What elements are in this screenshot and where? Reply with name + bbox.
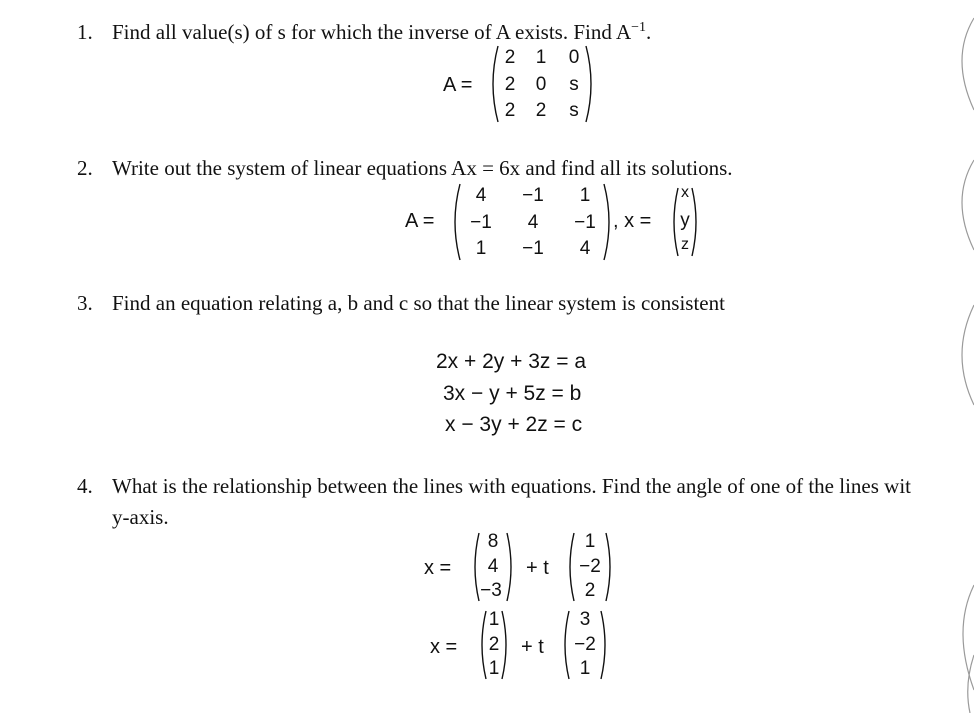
- matrix-cell: 1: [579, 185, 591, 206]
- q3-text: Find an equation relating a, b and c so that the linear system is consistent: [112, 291, 725, 315]
- line1-lhs: x =: [424, 557, 452, 579]
- q1-matrix: [486, 44, 598, 124]
- matrix-cell: −1: [522, 238, 544, 259]
- q3-equation: x − 3y + 2z = c: [445, 413, 583, 436]
- q1-matrix-lhs: A =: [443, 74, 473, 96]
- matrix-cell: 0: [568, 47, 580, 68]
- matrix-cell: 0: [535, 74, 547, 95]
- matrix-cell: 2: [504, 47, 516, 68]
- matrix-cell: 2: [504, 100, 516, 121]
- matrix-cell: s: [569, 100, 579, 121]
- q3-equation: 3x − y + 5z = b: [443, 382, 582, 405]
- q3-equation: 2x + 2y + 3z = a: [436, 350, 587, 373]
- q2-vector-lhs: , x =: [613, 210, 652, 232]
- vector-cell: z: [681, 236, 689, 253]
- matrix-cell: −1: [522, 185, 544, 206]
- vector-cell: y: [680, 210, 690, 231]
- vector-cell: −3: [480, 580, 502, 601]
- q1-prompt: Find all value(s) of s for which the inverse of A exists. Find A: [112, 20, 632, 44]
- matrix-cell: 1: [475, 238, 487, 259]
- line2-plus-t: + t: [521, 636, 544, 658]
- q2-vector: [668, 186, 702, 258]
- q2-matrix-lhs: A =: [405, 210, 435, 232]
- line1-plus-t: + t: [526, 557, 549, 579]
- matrix-cell: −1: [574, 212, 596, 233]
- vector-cell: −2: [579, 556, 601, 577]
- q1-number: 1.: [77, 20, 93, 44]
- line2-direction-vector: [559, 609, 611, 681]
- line2-lhs: x =: [430, 636, 458, 658]
- matrix-cell: 2: [535, 100, 547, 121]
- q1-period: .: [646, 20, 652, 44]
- vector-cell: 2: [488, 634, 500, 655]
- matrix-cell: 4: [579, 238, 591, 259]
- q2-number: 2.: [77, 156, 93, 180]
- vector-cell: x: [681, 184, 689, 201]
- matrix-cell: s: [569, 74, 579, 95]
- margin-arcs: [940, 0, 974, 713]
- vector-cell: 8: [487, 531, 499, 552]
- q2-text: Write out the system of linear equations Ax = 6x and find all its solutions.: [112, 156, 733, 180]
- q1-superscript: −1: [631, 20, 647, 35]
- vector-cell: 1: [488, 609, 500, 630]
- matrix-cell: 1: [535, 47, 547, 68]
- matrix-cell: 2: [504, 74, 516, 95]
- matrix-cell: 4: [475, 185, 487, 206]
- q4-text: What is the relationship between the lines with equations. Find the angle of one of the lines wit: [112, 474, 911, 498]
- q4-text-continued: y-axis.: [112, 505, 169, 529]
- vector-cell: 3: [579, 609, 591, 630]
- q2-matrix: [448, 182, 616, 262]
- vector-cell: 1: [579, 658, 591, 679]
- vector-cell: 1: [584, 531, 596, 552]
- vector-cell: 2: [584, 580, 596, 601]
- left-paren: [448, 182, 462, 262]
- vector-cell: −2: [574, 634, 596, 655]
- q3-number: 3.: [77, 291, 93, 315]
- matrix-cell: −1: [470, 212, 492, 233]
- line1-point-vector: [469, 531, 517, 603]
- vector-cell: 1: [488, 658, 500, 679]
- vector-cell: 4: [487, 556, 499, 577]
- matrix-cell: 4: [527, 212, 539, 233]
- line1-direction-vector: [564, 531, 616, 603]
- q4-number: 4.: [77, 474, 93, 498]
- q1-text: [112, 20, 651, 45]
- line2-point-vector: [476, 609, 512, 681]
